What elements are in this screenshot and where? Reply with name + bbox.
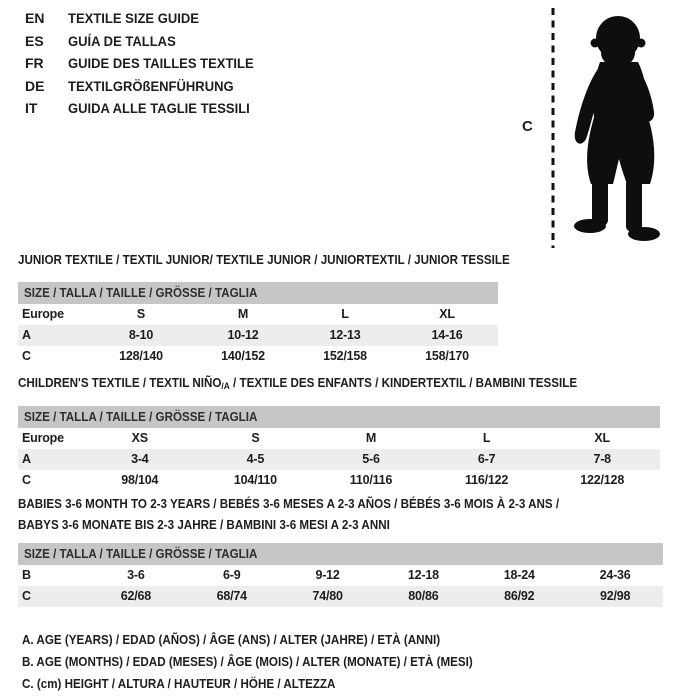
value-cell: 158/170 [425, 349, 469, 363]
language-code: IT [25, 100, 38, 116]
section-title [18, 252, 547, 268]
size-cell: M [237, 307, 249, 321]
value-cell: 18-24 [503, 568, 535, 582]
value-cell: 12-13 [329, 328, 361, 342]
value-cell: 6-9 [223, 568, 241, 582]
size-cell: M [365, 431, 377, 445]
language-label: GUIDE DES TAILLES TEXTILE [68, 55, 254, 71]
value-cell: 7-8 [593, 452, 611, 466]
size-cell: XL [594, 431, 610, 445]
value-cell: 62/68 [120, 589, 152, 603]
size-cell: XS [131, 431, 148, 445]
language-label: TEXTILE SIZE GUIDE [68, 10, 199, 26]
value-cell: 116/122 [465, 473, 509, 487]
section-title [18, 494, 663, 535]
row-label: Europe [22, 307, 64, 321]
section-childrens-textile [18, 375, 660, 491]
legend-line-b: B. AGE (MONTHS) / EDAD (MESES) / ÂGE (MOIS) / ALTER (MONATE) / ETÀ (MESI) [22, 655, 473, 669]
section-title-text: JUNIOR TEXTILE / TEXTIL JUNIOR/ TEXTILE JUNIOR / JUNIORTEXTIL / JUNIOR TESSILE [18, 253, 510, 267]
toddler-silhouette-icon [568, 12, 668, 244]
row-label: Europe [22, 431, 64, 445]
size-cell: XL [439, 307, 455, 321]
value-cell: 128/140 [119, 349, 163, 363]
legend-line-c: C. (cm) HEIGHT / ALTURA / HAUTEUR / HÖHE / ALTEZZA [22, 677, 336, 691]
value-cell: 3-6 [127, 568, 145, 582]
size-header-text: SIZE / TALLA / TAILLE / GRÖSSE / TAGLIA [24, 410, 258, 424]
language-row-en [25, 7, 268, 30]
value-cell: 4-5 [246, 452, 265, 466]
value-cell: 152/158 [323, 349, 367, 363]
measurement-figure [518, 4, 700, 254]
row-label: C [22, 349, 31, 363]
value-cell: 6-7 [477, 452, 496, 466]
language-row-it [25, 97, 268, 120]
language-label: TEXTILGRÖßENFÜHRUNG [68, 77, 234, 94]
table-row-months [18, 565, 663, 586]
table-row-age [18, 449, 660, 470]
value-cell: 98/104 [121, 473, 159, 487]
value-cell: 110/116 [349, 473, 393, 487]
row-label: A [22, 452, 31, 466]
language-code: ES [25, 32, 44, 49]
table-row-europe [18, 304, 498, 325]
table-row-height [18, 586, 663, 607]
row-label: A [22, 328, 31, 342]
section-junior-textile [18, 252, 547, 367]
value-cell: 68/74 [216, 589, 247, 603]
value-cell: 5-6 [362, 452, 380, 466]
value-cell: 9-12 [315, 568, 340, 582]
title-subscript: /A [221, 381, 230, 391]
size-cell: L [482, 431, 491, 445]
language-index [25, 7, 268, 120]
size-header-bar [18, 406, 660, 428]
section-title-line2: BABYS 3-6 MONATE BIS 2-3 JAHRE / BAMBINI 3-6 MESI A 2-3 ANNI [18, 517, 390, 532]
legend-line-a: A. AGE (YEARS) / EDAD (AÑOS) / ÂGE (ANS) / ALTER (JAHRE) / ETÀ (ANNI) [22, 633, 441, 647]
height-measure-line [551, 8, 555, 248]
value-cell: 122/128 [580, 473, 625, 487]
section-babies [18, 494, 663, 607]
size-cell: S [136, 307, 146, 321]
language-row-es [25, 30, 268, 53]
section-title-text: CHILDREN'S TEXTILE / TEXTIL $NIÑO_{/A}$ / TEXTILE DES ENFANTS / KINDERTEXTIL / BAMBINI TESSILE [18, 376, 578, 391]
language-code: FR [25, 55, 44, 71]
table-row-height [18, 470, 660, 491]
language-code: EN [25, 10, 45, 26]
table-row-age [18, 325, 498, 346]
row-label: C [22, 589, 31, 603]
language-code: DE [25, 77, 45, 94]
size-header-text: SIZE / TALLA / TAILLE / GRÖSSE / TAGLIA [24, 547, 258, 561]
value-cell: 74/80 [312, 589, 343, 603]
language-label: GUIDA ALLE TAGLIE TESSILI [68, 100, 250, 116]
section-title-line1: BABIES 3-6 MONTH TO 2-3 YEARS / BEBÉS 3-6 MESES A 2-3 AÑOS / BÉBÉS 3-6 MOIS À 2-3 ANS / [18, 497, 560, 511]
value-cell: 10-12 [227, 328, 259, 342]
language-row-fr [25, 52, 268, 75]
table-row-height [18, 346, 498, 367]
size-header-text: SIZE / TALLA / TAILLE / GRÖSSE / TAGLIA [24, 286, 258, 300]
value-cell: 8-10 [128, 328, 154, 342]
value-cell: 92/98 [599, 589, 631, 603]
language-label: GUÍA DE TALLAS [68, 32, 176, 49]
row-label: C [22, 473, 31, 487]
value-cell: 12-18 [407, 568, 439, 582]
value-cell: 3-4 [131, 452, 149, 466]
value-cell: 86/92 [504, 589, 535, 603]
value-cell: 140/152 [221, 349, 265, 363]
size-header-bar [18, 282, 498, 304]
value-cell: 24-36 [599, 568, 631, 582]
table-row-europe [18, 428, 660, 449]
value-cell: 14-16 [431, 328, 463, 342]
language-row-de [25, 75, 268, 98]
size-header-bar [18, 543, 663, 565]
height-measure-label: C [522, 118, 533, 135]
row-label: B [22, 568, 31, 582]
section-title [18, 375, 660, 394]
measure-legend [22, 629, 507, 695]
size-cell: S [251, 431, 260, 445]
value-cell: 104/110 [233, 473, 277, 487]
value-cell: 80/86 [408, 589, 439, 603]
size-cell: L [341, 307, 349, 321]
